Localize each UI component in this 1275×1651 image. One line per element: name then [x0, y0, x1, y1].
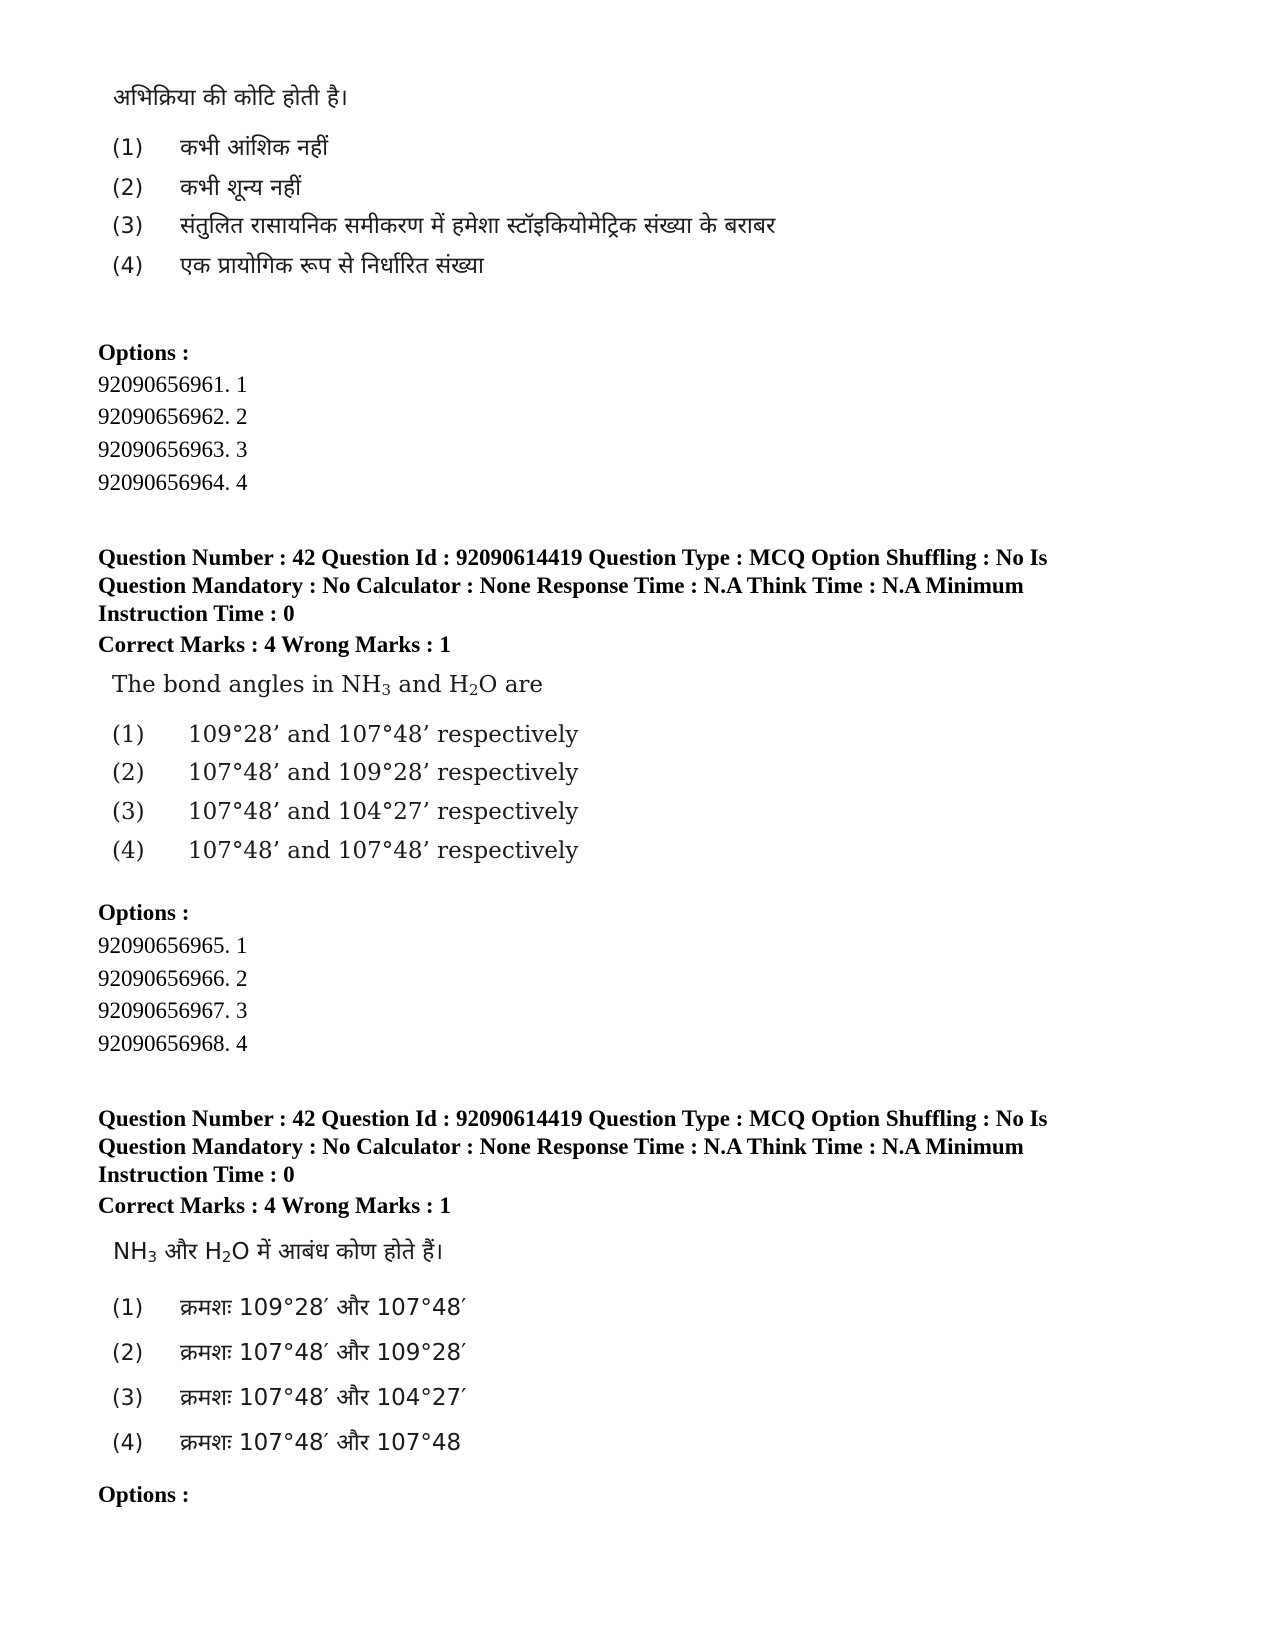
- choice-2: [112, 170, 301, 202]
- question-meta-line: Question Mandatory : No Calculator : None Response Time : N.A Think Time : N.A Minimum: [98, 573, 1024, 598]
- choice-4: [112, 248, 484, 280]
- choice-number: (3): [112, 799, 145, 825]
- stem-text: NH: [113, 1239, 148, 1265]
- question-meta-line: Instruction Time : 0: [98, 601, 295, 626]
- option-id: 92090656963. 3: [98, 437, 248, 462]
- question-meta-line: Question Number : 42 Question Id : 92090614419 Question Type : MCQ Option Shuffling : No Is: [98, 545, 1048, 570]
- choice-2: [112, 760, 578, 786]
- stem-text: The bond angles in NH: [112, 672, 382, 698]
- choice-text: कभी शून्य नहीं: [180, 175, 302, 201]
- choice-number: (4): [112, 254, 144, 279]
- choice-text: क्रमशः 107°48′ और 107°48: [180, 1430, 462, 1456]
- choice-4: [112, 1425, 461, 1457]
- choice-3: [112, 799, 578, 825]
- choice-number: (4): [112, 838, 145, 864]
- choice-text: क्रमशः 107°48′ और 104°27′: [180, 1385, 467, 1411]
- subscript: 3: [147, 1248, 158, 1266]
- option-id: 92090656962. 2: [98, 404, 248, 429]
- question-stem-english: [112, 672, 543, 699]
- choice-text: 107°48’ and 104°27’ respectively: [188, 799, 579, 825]
- choice-number: (3): [112, 214, 144, 239]
- question-meta: [98, 1105, 1198, 1189]
- choice-text: कभी आंशिक नहीं: [180, 135, 329, 161]
- question-intro-hindi: अभिक्रिया की कोटि होती है।: [113, 85, 348, 111]
- subscript: 2: [468, 681, 479, 699]
- choice-text: 107°48’ and 107°48’ respectively: [188, 838, 579, 864]
- choice-number: (1): [112, 722, 145, 748]
- question-meta: [98, 544, 1198, 628]
- choice-text: एक प्रायोगिक रूप से निर्धारित संख्या: [180, 253, 484, 279]
- options-label: Options :: [98, 1482, 190, 1507]
- choice-text: 107°48’ and 109°28’ respectively: [188, 760, 579, 786]
- option-id: 92090656966. 2: [98, 966, 248, 991]
- marks-line: Correct Marks : 4 Wrong Marks : 1: [98, 632, 451, 657]
- option-id: 92090656967. 3: [98, 998, 248, 1023]
- choice-number: (4): [112, 1431, 144, 1456]
- choice-number: (2): [112, 760, 145, 786]
- options-label: Options :: [98, 900, 190, 925]
- question-stem-hindi: [113, 1234, 443, 1266]
- choice-1: [112, 130, 328, 162]
- choice-2: [112, 1335, 466, 1367]
- choice-4: [112, 838, 578, 864]
- choice-number: (1): [112, 136, 144, 161]
- choice-text: क्रमशः 107°48′ और 109°28′: [180, 1340, 467, 1366]
- choice-text: क्रमशः 109°28′ और 107°48′: [180, 1295, 467, 1321]
- option-id: 92090656965. 1: [98, 933, 248, 958]
- choice-number: (2): [112, 176, 144, 201]
- options-label: Options :: [98, 340, 190, 365]
- question-meta-line: Instruction Time : 0: [98, 1162, 295, 1187]
- choice-1: [112, 722, 578, 748]
- option-id: 92090656964. 4: [98, 470, 248, 495]
- question-meta-line: Question Mandatory : No Calculator : None Response Time : N.A Think Time : N.A Minimum: [98, 1134, 1024, 1159]
- choice-text: 109°28’ and 107°48’ respectively: [188, 722, 579, 748]
- stem-text: O में आबंध कोण होते हैं।: [231, 1239, 444, 1265]
- stem-text: और H: [157, 1239, 222, 1265]
- choice-3: [112, 1380, 466, 1412]
- stem-text: O are: [478, 672, 544, 698]
- marks-line: Correct Marks : 4 Wrong Marks : 1: [98, 1193, 451, 1218]
- choice-number: (2): [112, 1341, 144, 1366]
- question-meta-line: Question Number : 42 Question Id : 92090614419 Question Type : MCQ Option Shuffling : No Is: [98, 1106, 1048, 1131]
- option-id: 92090656961. 1: [98, 372, 248, 397]
- choice-text: संतुलित रासायनिक समीकरण में हमेशा स्टॉइकियोमेट्रिक संख्या के बराबर: [180, 213, 776, 239]
- choice-number: (1): [112, 1296, 144, 1321]
- subscript: 2: [221, 1248, 232, 1266]
- option-id: 92090656968. 4: [98, 1031, 248, 1056]
- choice-3: [112, 208, 775, 240]
- stem-text: and H: [391, 672, 469, 698]
- choice-number: (3): [112, 1386, 144, 1411]
- subscript: 3: [381, 681, 392, 699]
- choice-1: [112, 1290, 466, 1322]
